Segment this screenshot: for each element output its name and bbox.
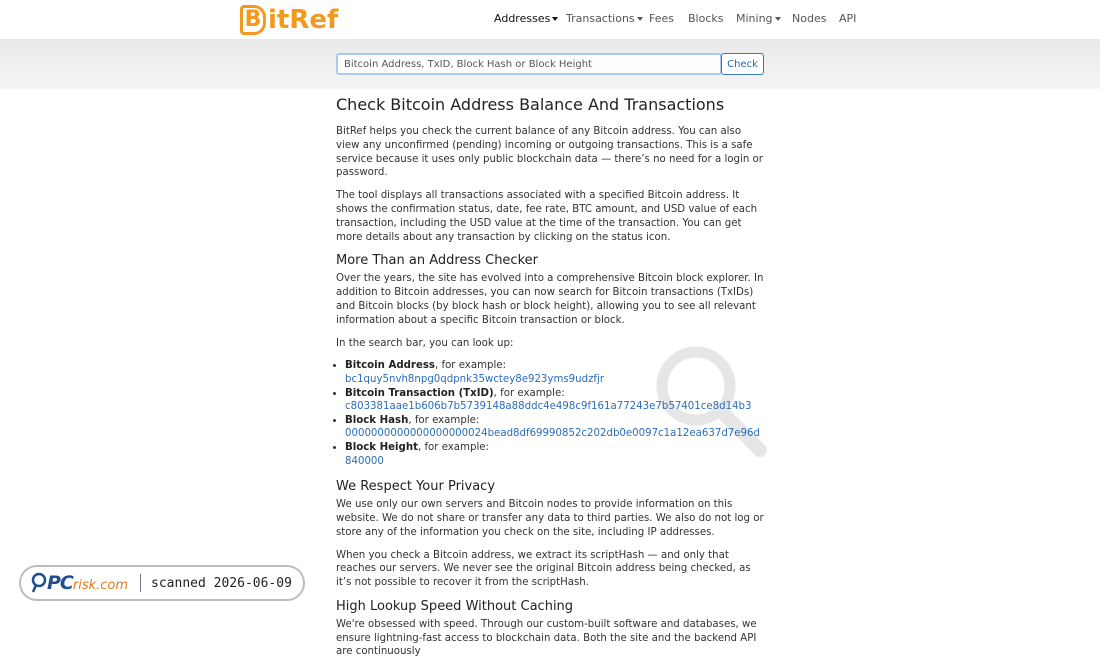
example-link[interactable]: 840000	[345, 455, 384, 467]
main-nav	[0, 0, 1100, 39]
scan-watermark	[19, 565, 305, 601]
caret-down-icon	[637, 17, 643, 21]
intro-paragraph-1: BitRef helps you check the current balance of any Bitcoin address. You can also view any unconfirmed (pending) incoming or outgoing transactions. This is a safe service because it uses only public blockchain data — there’s no need for a login or password.	[336, 126, 763, 179]
section-more-title: More Than an Address Checker	[336, 253, 538, 269]
nav-item-transactions[interactable]: Transactions	[566, 12, 643, 25]
section-privacy-paragraph-1: We use only our own servers and Bitcoin nodes to provide information on this website. We do not share or transfer any data to third parties. We also do not log or store any of the information you check on the site, including IP addresses.	[336, 499, 764, 538]
section-speed-paragraph-1: We're obsessed with speed. Through our custom-built software and databases, we ensure lightning-fast access to blockchain data. Both the site and the backend API are continuously	[336, 618, 757, 658]
scan-date-text: scanned 2026-06-09	[151, 575, 292, 591]
section-speed-title: High Lookup Speed Without Caching	[336, 598, 574, 614]
check-button[interactable]: Check	[721, 53, 764, 75]
section-more-paragraph-2: In the search bar, you can look up:	[336, 337, 514, 349]
list-item: • Bitcoin Transaction (TxID), for example: c803381aae1b606b7b5739148a88ddc4e498c9f161a77243e7b57401ce8d14b3	[345, 387, 766, 414]
pcrisk-logo: PC risk.com	[31, 572, 128, 594]
watermark-divider	[140, 574, 141, 592]
example-link[interactable]: c803381aae1b606b7b5739148a88ddc4e498c9f161a77243e7b57401ce8d14b3	[345, 401, 752, 413]
pcrisk-magnifier-icon	[31, 573, 47, 593]
list-item: • Bitcoin Address, for example: bc1quy5nvh8npg0qdpnk35wctey8e923yms9udzfjr	[345, 359, 766, 386]
logo-b-mark: B	[240, 5, 266, 35]
search-input[interactable]	[336, 53, 722, 75]
list-item: • Block Height, for example: 840000	[345, 441, 766, 468]
nav-item-nodes[interactable]: Nodes	[792, 12, 827, 25]
nav-item-blocks[interactable]: Blocks	[688, 12, 724, 25]
nav-item-addresses[interactable]: Addresses	[494, 12, 558, 25]
page-title: Check Bitcoin Address Balance And Transactions	[336, 95, 725, 114]
list-item: • Block Hash, for example: 0000000000000000000024bead8df69990852c202db0e0097c1a12ea637d7e96d	[345, 414, 766, 441]
logo-wordmark: itRef	[268, 4, 339, 35]
caret-down-icon	[552, 17, 558, 21]
top-navbar	[0, 0, 1100, 39]
lookup-list	[345, 359, 766, 468]
intro-paragraph-2: The tool displays all transactions associated with a specified Bitcoin address. It shows the confirmation status, date, fee rate, BTC amount, and USD value of each transaction, including the USD value at the time of the transaction. You can get more details about any transaction by clicking on the status icon.	[336, 190, 758, 243]
caret-down-icon	[775, 17, 781, 21]
section-privacy-paragraph-2: When you check a Bitcoin address, we extract its scriptHash — and only that reaches our servers. We never see the original Bitcoin address being checked, as it’s not possible to recover it from the scriptHash.	[336, 549, 751, 589]
example-link[interactable]: bc1quy5nvh8npg0qdpnk35wctey8e923yms9udzfjr	[345, 373, 605, 385]
example-link[interactable]: 0000000000000000000024bead8df69990852c202db0e0097c1a12ea637d7e96d	[345, 428, 760, 440]
section-privacy-title: We Respect Your Privacy	[336, 479, 496, 495]
nav-item-mining[interactable]: Mining	[736, 12, 781, 25]
section-more-paragraph-1: Over the years, the site has evolved into a comprehensive Bitcoin block explorer. In addition to Bitcoin addresses, you can now search for Bitcoin transactions (TxIDs) and Bitcoin blocks (by block hash or block height), allowing you to see all relevant information about a specific Bitcoin transaction or block.	[336, 273, 764, 326]
nav-item-fees[interactable]: Fees	[649, 12, 674, 25]
nav-item-api[interactable]: API	[839, 12, 857, 25]
main-content	[336, 95, 766, 668]
